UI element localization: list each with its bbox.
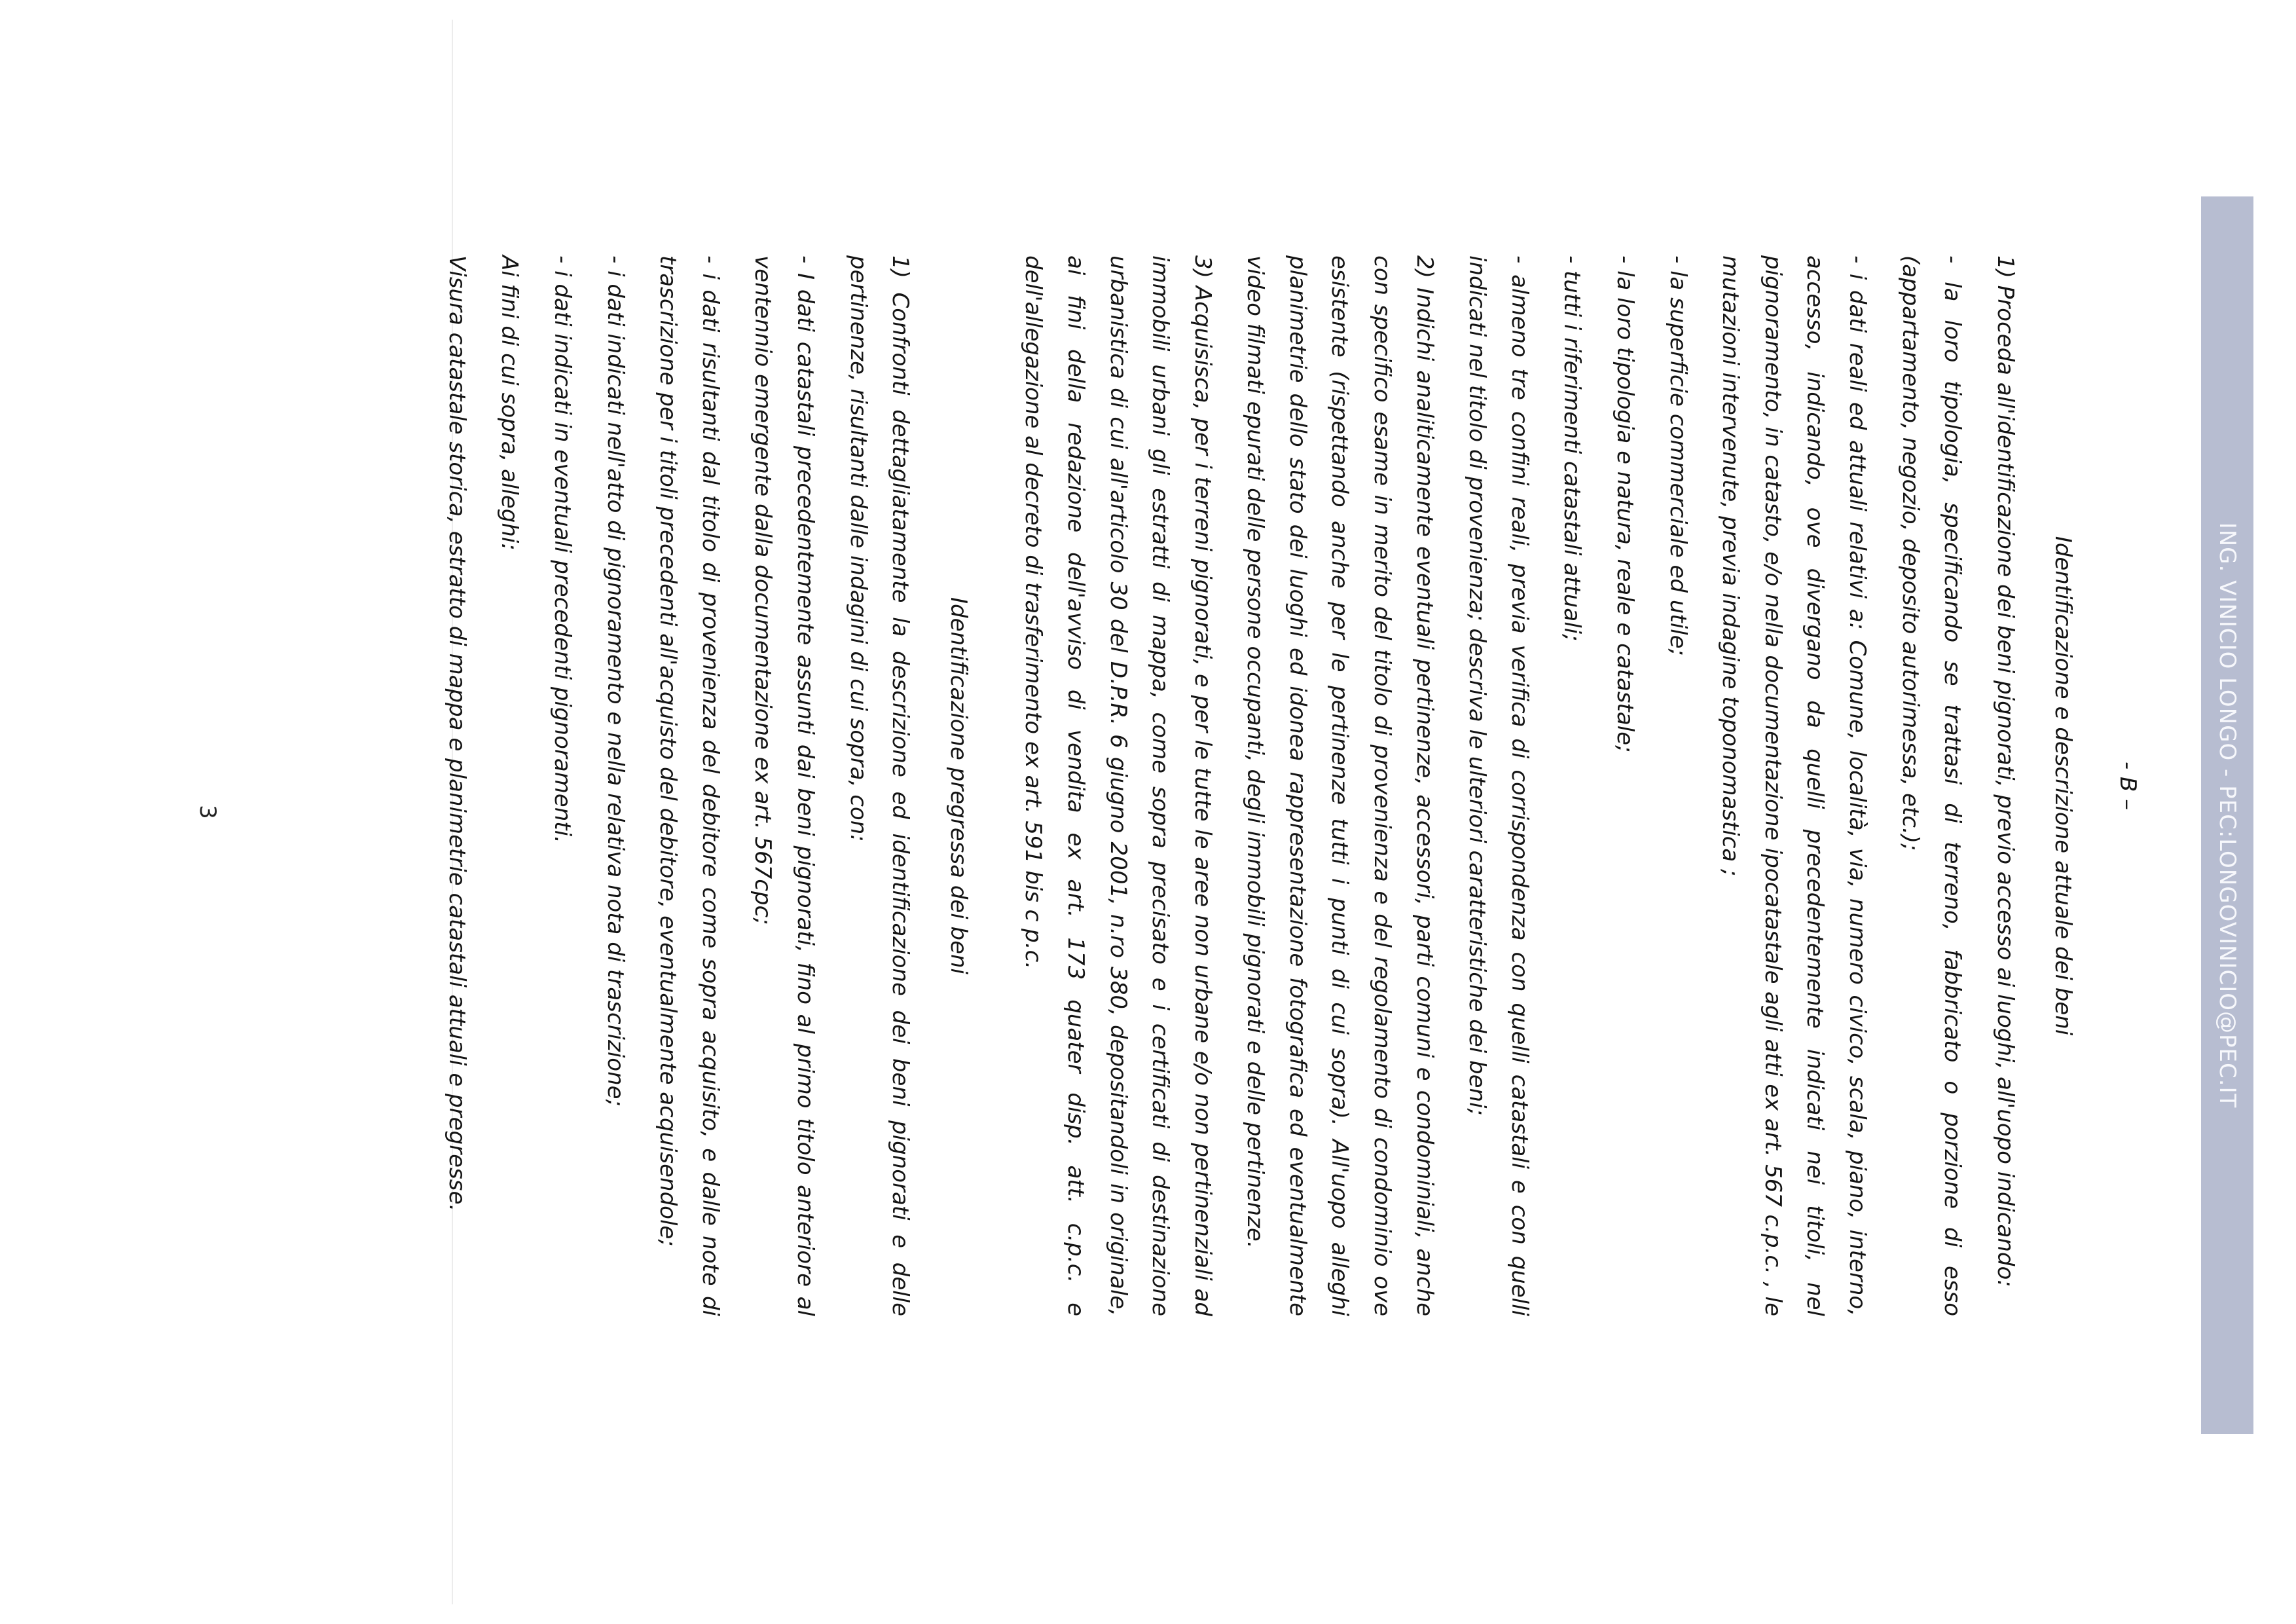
paragraph: - la loro tipologia, specificando se trattasi di terreno, fabbricato o porzione di esso (appartamento, negozio, deposito autorimessa, etc.); — [1897, 255, 1966, 1316]
paragraph: - i dati reali ed attuali relativi a: Comune, località, via, numero civico, scala, piano, interno, accesso, indicando, ove divergano da quelli precedentemente indicati nei titoli, nel pignoramento, in catasto, e/o nella documentazione ipocatastale agli atti ex art. 567 c.p.c. , le mutazioni intervenute, previa indagine toponomastica ; — [1717, 255, 1871, 1316]
paragraph: 2) Indichi analiticamente eventuali pertinenze, accessori, parti comuni e condominiali, anche con specifico esame in merito del titolo di provenienza e del regolamento di condominio ove esistente (rispettando anche per le pertinenze tutti i punti di cui sopra). All'uopo alleghi planimetrie dello stato dei luoghi ed idonea rappresentazione fotografica ed eventualmente video filmati epurati delle persone occupanti, degli immobili pignorati e delle pertinenze. — [1242, 255, 1438, 1316]
page-number: 3 — [194, 805, 221, 819]
spacer — [979, 255, 1002, 1316]
paragraph: Visura catastale storica, estratto di mappa e planimetrie catastali attuali e pregresse. — [443, 255, 470, 1212]
paragraph: - la superficie commerciale ed utile; — [1664, 255, 1691, 656]
document-body — [425, 255, 2149, 1316]
paragraph: 1) Proceda all'identificazione dei beni pignorati, previo accesso ai luoghi, all'uopo indicando: — [1992, 255, 2018, 1287]
paragraph: - almeno tre confini reali, previa verifica di corrispondenza con quelli catastali e con quelli indicati nel titolo di provenienza; descriva le ulteriori caratteristiche dei beni; — [1464, 255, 1533, 1316]
letterhead-text: ING. VINICIO LONGO - PEC:LONGOVINICIO@PEC.IT — [2214, 522, 2240, 1109]
letterhead-band — [2201, 196, 2253, 1434]
paragraph: - I dati catastali precedentemente assunti dai beni pignorati, fino al primo titolo anteriore al ventennio emergente dalla documentazione ex art. 567cpc; — [750, 255, 818, 1316]
section-title: Identificazione e descrizione attuale dei beni — [2050, 536, 2077, 1036]
paragraph: - i dati indicati in eventuali precedenti pignoramenti. — [549, 255, 575, 843]
paragraph: - i dati risultanti dal titolo di provenienza del debitore come sopra acquisito, e dalle note di trascrizione per i titoli precedenti all'acquisto del debitore, eventualmente acquisendole; — [655, 255, 723, 1316]
paragraph: - tutti i riferimenti catastali attuali; — [1559, 255, 1586, 642]
paragraph: Ai fini di cui sopra, alleghi: — [496, 255, 523, 551]
paragraph: - la loro tipologia e natura, reale e catastale; — [1612, 255, 1639, 753]
paragraph: 3) Acquisisca, per i terreni pignorati, e per le tutte le aree non urbane e/o non pertinenziali ad immobili urbani gli estratti di mappa, come sopra precisato e i certificati di destinazione urbanistica di cui all'articolo 30 del D.P.R. 6 giugno 2001, n.ro 380, depositandoli in originale, ai fini della redazione dell'avviso di vendita ex art. 173 quater disp. att. c.p.c. e dell'allegazione al decreto di trasferimento ex art. 591 bis c p.c. — [1020, 255, 1216, 1316]
paragraph: - i dati indicati nell'atto di pignoramento e nella relativa nota di trascrizione; — [602, 255, 629, 1107]
paragraph: 1) Confronti dettagliatamente la descrizione ed identificazione dei beni pignorati e delle pertinenze, risultanti dalle indagini di cui sopra, con: — [845, 255, 914, 1316]
section-title-2: Identificazione pregressa dei beni — [945, 597, 972, 974]
section-tag: - B – — [2115, 761, 2141, 811]
